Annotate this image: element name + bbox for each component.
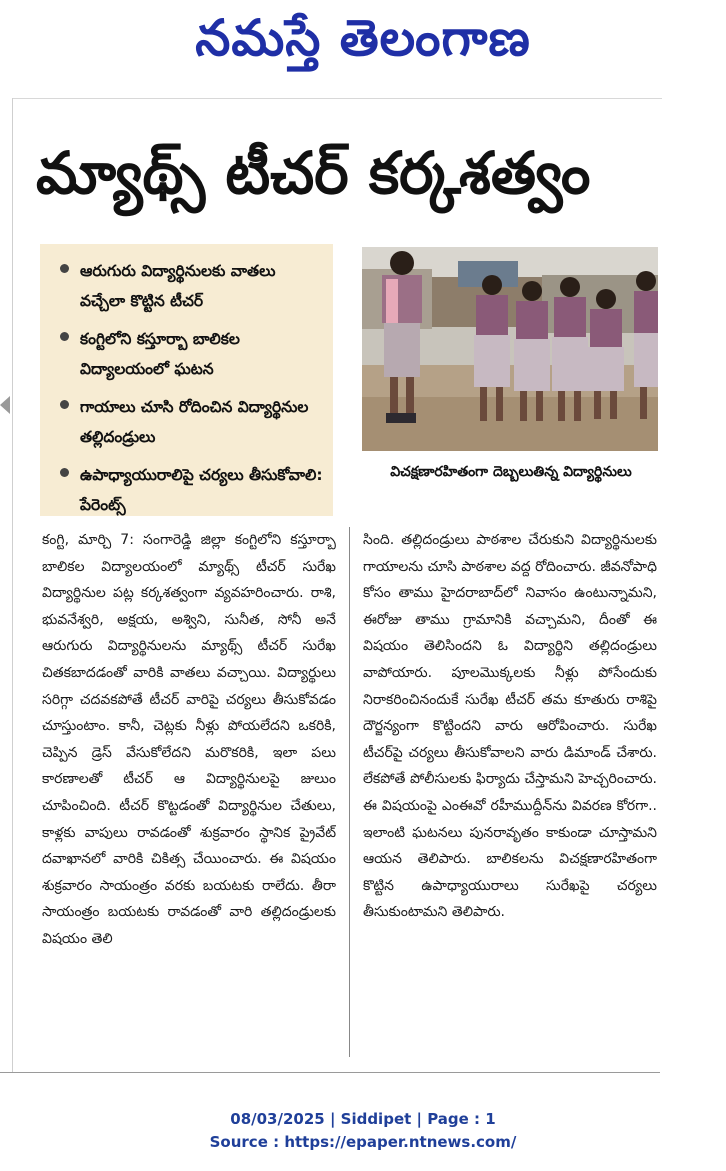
highlights-box: [40, 244, 333, 516]
photo-caption: విచక్షణారహితంగా దెబ్బలుతిన్న విద్యార్థినులు: [390, 464, 632, 480]
highlight-text: గాయాలు చూసి రోదించిన విద్యార్థినుల తల్లిదండ్రులు: [80, 398, 309, 446]
highlight-text: ఆరుగురు విద్యార్థినులకు వాతలు వచ్చేలా కొట్టిన టీచర్‌: [80, 262, 276, 310]
bottom-divider: [0, 1072, 660, 1073]
article-body-column-left: కంగ్టి, మార్చి 7: సంగారెడ్డి జిల్లా కంగ్టిలోని కస్తూర్బా బాలికల విద్యాలయంలో మ్యాథ్స్‌ టీచర్‌ సురేఖ విద్యార్థినుల పట్ల కర్కశత్వంగా వ్యవహరించారు. రాశి, భువనేశ్వరి, అక్షయ, అశ్విని, సునీత, సోనీ అనే ఆరుగురు విద్యార్థినులను మ్యాథ్స్‌ టీచర్‌ సురేఖ చితకబాదడంతో వారికి వాతలు వచ్చాయి. విద్యార్థులు సరిగ్గా చదవకపోతే టీచర్‌ వారిపై చర్యలు తీసుకోవడం చూస్తుంటాం. కానీ, చెట్లకు నీళ్లు పోయలేదని ఒకరికి, చెప్పిన డ్రెస్‌ వేసుకోలేదని మరొకరికి, ఇలా పలు కారణాలతో టీచర్‌ ఆ విద్యార్థినులపై జులుం చూపించింది. టీచర్‌ కొట్టడంతో విద్యార్థినుల చేతులు, కాళ్లకు వాపులు రావడంతో శుక్రవారం స్థానిక ప్రైవేట్‌ దవాఖానలో వారికి చికిత్స చేయించారు. ఈ విషయం శుక్రవారం సాయంత్రం వరకు బయటకు రాలేదు. తీరా సాయంత్రం బయటకు రావడంతో వారి తల్లిదండ్రులకు విషయం తెలి: [42, 532, 336, 947]
highlight-text: ఉపాధ్యాయురాలిపై చర్యలు తీసుకోవాలి: పేరెంట్స్‌: [80, 466, 323, 514]
highlight-text: కంగ్టిలోని కస్తూర్బా బాలికల విద్యాలయంలో ఘటన: [80, 330, 240, 378]
highlight-item: [56, 256, 323, 316]
students-photo: [362, 247, 658, 451]
newspaper-masthead: నమస్తే తెలంగాణ: [195, 9, 531, 67]
highlight-item: [56, 324, 323, 384]
bullet-icon: [60, 332, 69, 341]
bullet-icon: [60, 400, 69, 409]
article-headline: మ్యాథ్స్‌ టీచర్‌ కర్కశత్వం: [36, 139, 591, 207]
previous-page-arrow-icon[interactable]: [0, 396, 10, 414]
column-divider: [349, 527, 350, 1057]
students-photo-illustration: [362, 247, 658, 451]
bullet-icon: [60, 468, 69, 477]
bullet-icon: [60, 264, 69, 273]
highlight-item: [56, 460, 323, 520]
top-divider: [12, 98, 662, 99]
footer-edition-info: 08/03/2025 | Siddipet | Page : 1: [230, 1110, 496, 1128]
footer-source-link[interactable]: Source : https://epaper.ntnews.com/: [209, 1133, 517, 1151]
article-body-column-right: సింది. తల్లిదండ్రులు పాఠశాల చేరుకుని విద్యార్థినులకు గాయాలను చూసి పాఠశాల వద్ద రోదించారు. జీవనోపాధి కోసం తాము హైదరాబాద్‌లో నివాసం ఉంటున్నామని, ఈరోజు తాము గ్రామానికి వచ్చామని, దీంతో ఈ విషయం తెలిసిందని ఓ విద్యార్థిని తల్లిదండ్రులు వాపోయారు. పూలమొక్కలకు నీళ్లు పోసేందుకు నిరాకరించినందుకే సురేఖ టీచర్‌ తమ కూతురు రాశిపై దౌర్జన్యంగా కొట్టిందని వారు ఆరోపించారు. సురేఖ టీచర్‌పై చర్యలు తీసుకోవాలని వారు డిమాండ్‌ చేశారు. లేకపోతే పోలీసులకు ఫిర్యాదు చేస్తామని హెచ్చరించారు. ఈ విషయంపై ఎంఈవో రహీముద్దీన్‌ను వివరణ కోరగా.. ఇలాంటి ఘటనలు పునరావృతం కాకుండా చూస్తామని ఆయన తెలిపారు. బాలికలను విచక్షణారహితంగా కొట్టిన ఉపాధ్యాయురాలు సురేఖపై చర్యలు తీసుకుంటామని తెలిపారు.: [363, 532, 657, 921]
left-divider: [12, 98, 13, 1073]
highlight-item: [56, 392, 323, 452]
